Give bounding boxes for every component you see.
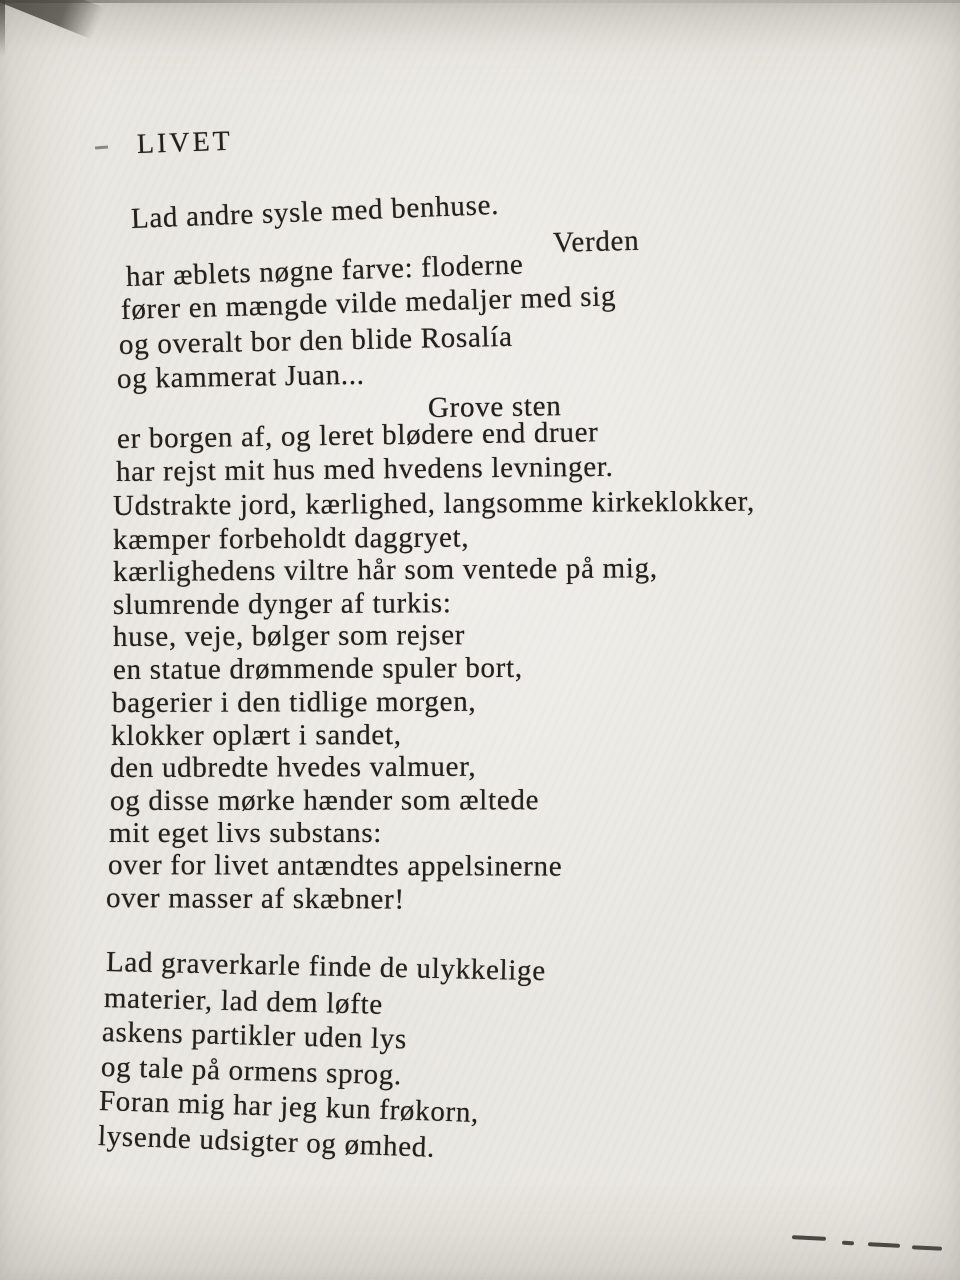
poem-line: er borgen af, og leret blødere end druer [116,416,599,455]
poem-line: og kammerat Juan... [116,358,365,395]
poem-line: Udstrakte jord, kærlighed, langsomme kirkeklokker, [112,485,755,522]
poem-line: og overalt bor den blide Rosalía [118,320,513,361]
poem-line: en statue drømmende spuler bort, [112,651,523,686]
poem-line: kæmper forbeholdt daggryet, [112,521,470,556]
poem-line: kærlighedens viltre hår som ventede på mig, [112,552,658,588]
scan-artifact-dash [912,1245,942,1251]
poem-line: Verden [552,224,640,259]
poem-line: huse, veje, bølger som rejser [112,619,466,653]
scan-artifact-corner-wedge [0,0,104,39]
poem-line: har rejst mit hus med hvedens levninger. [115,450,614,488]
poem-line: har æblets nøgne farve: floderne [125,248,524,293]
poem-line: materier, lad dem løfte [103,982,384,1021]
poem-line: fører en mængde vilde medaljer med sig [120,280,617,326]
poem-line: lysende udsigter og ømhed. [97,1120,436,1164]
scan-artifact-left-edge [0,0,5,56]
scan-artifact-top-edge [0,0,960,3]
scan-artifact-dash [868,1242,900,1248]
poem-line: over for livet antændtes appelsinerne [107,849,563,883]
poem-line: Foran mig har jeg kun frøkorn, [98,1085,480,1129]
poem-line: den udbredte hvedes valmuer, [109,750,477,784]
poem-line: Grove sten [427,390,562,424]
poem-line: og disse mørke hænder som æltede [109,784,540,817]
poem-line: over masser af skæbner! [105,882,405,916]
poem-line: Lad andre sysle med benhuse. [130,188,500,235]
poem-line: slumrende dynger af turkis: [112,587,452,621]
poem-line: klokker oplært i sandet, [110,718,402,752]
scan-artifact-dash [792,1235,826,1241]
poem-line: Lad graverkarle finde de ulykkelige [105,946,547,988]
scan-artifact-dash [842,1241,854,1246]
poem-line: og tale på ormens sprog. [100,1051,403,1092]
scan-artifact-margin-tick [95,146,108,150]
poem-line: bagerier i den tidlige morgen, [111,685,477,719]
poem-line: askens partikler uden lys [101,1016,408,1056]
poem-title: LIVET [136,125,234,160]
poem-line: mit eget livs substans: [109,817,383,849]
